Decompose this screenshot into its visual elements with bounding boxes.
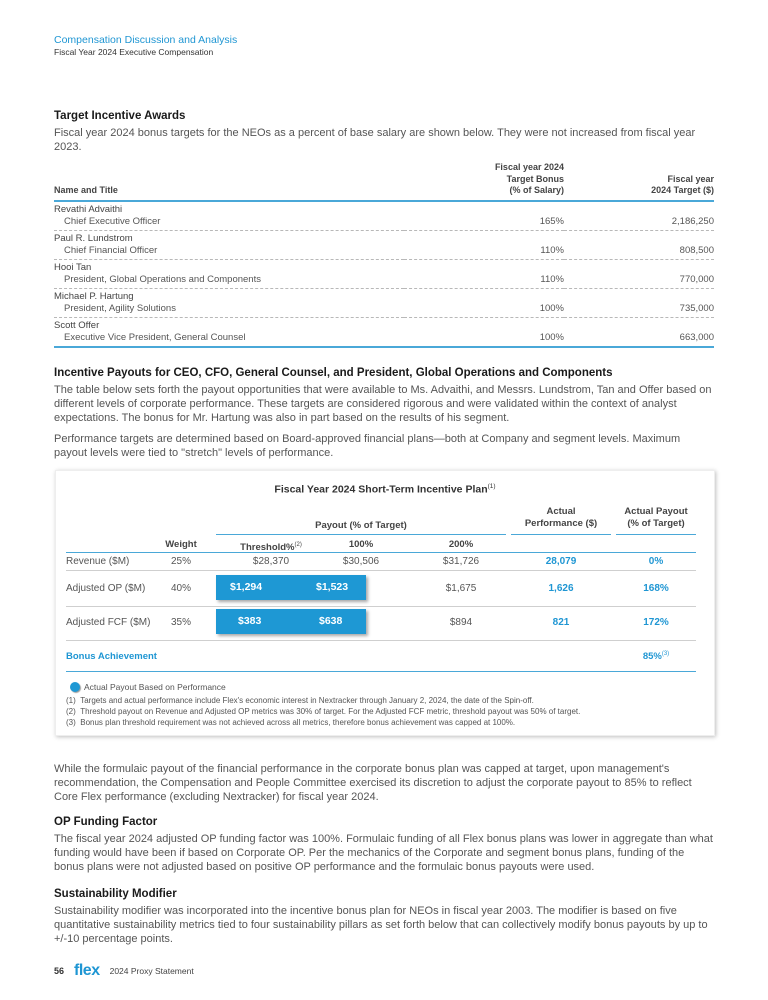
exec-name: Michael P. Hartung (54, 290, 134, 302)
payout-range-bar (216, 575, 366, 600)
col-actual-performance-line1: Actual (546, 506, 576, 517)
bottom-rule (66, 671, 696, 672)
exec-name: Scott Offer (54, 319, 100, 331)
table-row (54, 201, 714, 231)
footnote-ref: (2) (294, 542, 302, 548)
metric-payout: 172% (643, 617, 669, 628)
document-title: 2024 Proxy Statement (109, 966, 194, 976)
footnote-text: Targets and actual performance include Flex's economic interest in Nextracker through January 2, 2024, the date of the Spin-off. (80, 696, 534, 705)
col-target-bonus-line2: Target Bonus (506, 173, 564, 184)
footnote-1 (66, 696, 534, 706)
metric-payout: 0% (648, 556, 664, 567)
sti-plan-table (55, 470, 715, 736)
target-awards-section (54, 109, 714, 154)
flex-logo: flex (74, 962, 100, 979)
metric-max: $1,675 (445, 583, 477, 594)
header-rule (66, 552, 696, 553)
target-amount: 808,500 (564, 230, 714, 259)
footnote-ref: (1) (487, 483, 496, 490)
metric-weight: 40% (170, 583, 191, 594)
discretion-section (54, 762, 714, 804)
col-actual-payout (616, 506, 696, 530)
footnote-num: (2) (66, 707, 76, 716)
metric-actual: 28,079 (545, 556, 577, 567)
subsection-title: Fiscal Year 2024 Executive Compensation (54, 47, 214, 57)
row-divider (66, 606, 696, 607)
sustainability-section (54, 887, 714, 946)
op-funding-section (54, 815, 714, 874)
col-actual-performance (511, 506, 611, 530)
target-awards-heading: Target Incentive Awards (54, 110, 186, 122)
target-pct: 100% (404, 288, 564, 317)
exec-title: President, Agility Solutions (64, 302, 176, 314)
op-funding-heading: OP Funding Factor (54, 816, 158, 828)
table-row (54, 317, 714, 347)
footnote-num: (3) (66, 718, 76, 727)
payouts-para-2: Performance targets are determined based on Board-approved financial plans—both at Company and segment levels. Maximum payout levels were tied to "stretch" levels of performance. (54, 433, 681, 459)
target-pct: 110% (404, 259, 564, 288)
actual-perf-header-rule (511, 534, 611, 535)
page-header (54, 34, 237, 58)
col-actual-payout-line2: (% of Target) (627, 518, 685, 529)
metric-actual: 821 (552, 617, 570, 628)
table-row (54, 259, 714, 288)
footnote-2 (66, 707, 580, 717)
section-title: Compensation Discussion and Analysis (54, 34, 238, 46)
col-name-title: Name and Title (54, 162, 404, 201)
col-target-dollars-line1: Fiscal year (667, 173, 714, 184)
target-awards-table-wrap (54, 162, 714, 348)
target-awards-intro: Fiscal year 2024 bonus targets for the NEOs as a percent of base salary are shown below. They were not increased from fiscal year 2023. (54, 127, 696, 153)
table-row (54, 288, 714, 317)
col-target-dollars-line2: 2024 Target ($) (651, 185, 714, 195)
exec-name: Paul R. Lundstrom (54, 232, 133, 244)
exec-title: Chief Executive Officer (64, 215, 161, 227)
row-divider (66, 640, 696, 641)
legend-label: Actual Payout Based on Performance (84, 682, 226, 692)
metric-threshold: $383 (238, 615, 262, 627)
footnote-ref: (3) (661, 651, 670, 657)
payouts-para-1: The table below sets forth the payout opportunities that were available to Ms. Advaithi, and Messrs. Lundstrom, Tan and Offer based on different levels of corporate performance. These targets are considered rigorous and were validated within the context of analyst expectations. The bonus for Mr. Hartung was also in part based on the results of his segment. (54, 384, 712, 424)
target-amount: 735,000 (564, 288, 714, 317)
bonus-achievement-value (616, 651, 696, 662)
metric-actual: 1,626 (548, 583, 574, 594)
col-200: 200% (448, 539, 474, 550)
col-target-dollars (564, 162, 714, 201)
exec-title: President, Global Operations and Components (64, 273, 261, 285)
metric-max: $894 (449, 617, 473, 628)
target-pct: 165% (404, 201, 564, 231)
exec-name: Hooi Tan (54, 261, 92, 273)
row-divider (66, 570, 696, 571)
footnote-num: (1) (66, 696, 76, 705)
col-threshold-text: Threshold% (240, 542, 295, 554)
payouts-section (54, 366, 714, 460)
sti-plan-title (56, 483, 714, 496)
bonus-achievement-pct: 85% (642, 651, 662, 663)
metric-threshold: $1,294 (230, 581, 263, 593)
col-target-bonus-line1: Fiscal year 2024 (494, 162, 564, 172)
page-footer (54, 962, 194, 980)
footnote-text: Bonus plan threshold requirement was not achieved across all metrics, therefore bonus achievement was capped at 100%. (80, 718, 516, 727)
col-target-bonus-line3: (% of Salary) (509, 185, 564, 195)
discretion-paragraph: While the formulaic payout of the financial performance in the corporate bonus plan was capped at target, upon management's recommendation, the Compensation and People Committee exercised its discretion to adjust the corporate payout to 85% to reflect Core Flex performance (excluding Nextracker) for fiscal year 2024. (54, 763, 692, 803)
col-target-bonus (404, 162, 564, 201)
metric-target: $638 (319, 615, 343, 627)
metric-label: Revenue ($M) (66, 556, 130, 567)
payout-range-bar (216, 609, 366, 634)
target-amount: 770,000 (564, 259, 714, 288)
target-amount: 2,186,250 (564, 201, 714, 231)
metric-payout: 168% (643, 583, 669, 594)
exec-title: Chief Financial Officer (64, 244, 158, 256)
footnote-3 (66, 718, 515, 728)
exec-title: Executive Vice President, General Counsel (64, 331, 246, 343)
metric-weight: 25% (170, 556, 191, 567)
bonus-achievement-label: Bonus Achievement (66, 651, 157, 662)
page-number: 56 (54, 966, 65, 976)
col-actual-payout-line1: Actual Payout (624, 506, 688, 517)
actual-payout-header-rule (616, 534, 696, 535)
metric-target: $30,506 (342, 556, 380, 567)
op-funding-text: The fiscal year 2024 adjusted OP funding factor was 100%. Formulaic funding of all Flex bonus plans was lower in aggregate than what funding would have been if based on Corporate OP. Per the mechanics of the Corporate and segment bonus plans, funding of the bonus plans were not adjusted based on positive OP performance and the formulaic bonus payouts were used. (54, 833, 713, 873)
sti-plan-title-text: Fiscal Year 2024 Short-Term Incentive Plan (274, 483, 488, 496)
target-amount: 663,000 (564, 317, 714, 347)
sustainability-heading: Sustainability Modifier (54, 888, 177, 900)
metric-label: Adjusted OP ($M) (66, 583, 146, 594)
exec-name: Revathi Advaithi (54, 203, 123, 215)
table-row (54, 230, 714, 259)
payout-group-header: Payout (% of Target) (315, 520, 407, 531)
table-header-row (54, 162, 714, 201)
metric-weight: 35% (170, 617, 191, 628)
metric-target: $1,523 (316, 581, 349, 593)
target-pct: 110% (404, 230, 564, 259)
group-header-rule (216, 534, 506, 535)
target-awards-table (54, 162, 714, 348)
target-pct: 100% (404, 317, 564, 347)
col-weight: Weight (165, 539, 197, 550)
col-100: 100% (348, 539, 374, 550)
metric-label: Adjusted FCF ($M) (66, 617, 151, 628)
legend-marker-icon (70, 682, 80, 692)
metric-max: $31,726 (442, 556, 480, 567)
payouts-heading: Incentive Payouts for CEO, CFO, General Counsel, and President, Global Operations and Components (54, 367, 613, 379)
footnote-text: Threshold payout on Revenue and Adjusted OP metrics was 30% of target. For the Adjusted FCF metric, threshold payout was 50% of target. (80, 707, 581, 716)
sustainability-text: Sustainability modifier was incorporated into the incentive bonus plan for NEOs in fiscal year 2003. The modifier is based on five quantitative sustainability metrics tied to four sustainability pillars as set forth below that can collectively modify bonus payouts by up to +/-10 percentage points. (54, 905, 708, 945)
col-actual-performance-line2: Performance ($) (524, 518, 598, 529)
metric-threshold: $28,370 (252, 556, 290, 567)
